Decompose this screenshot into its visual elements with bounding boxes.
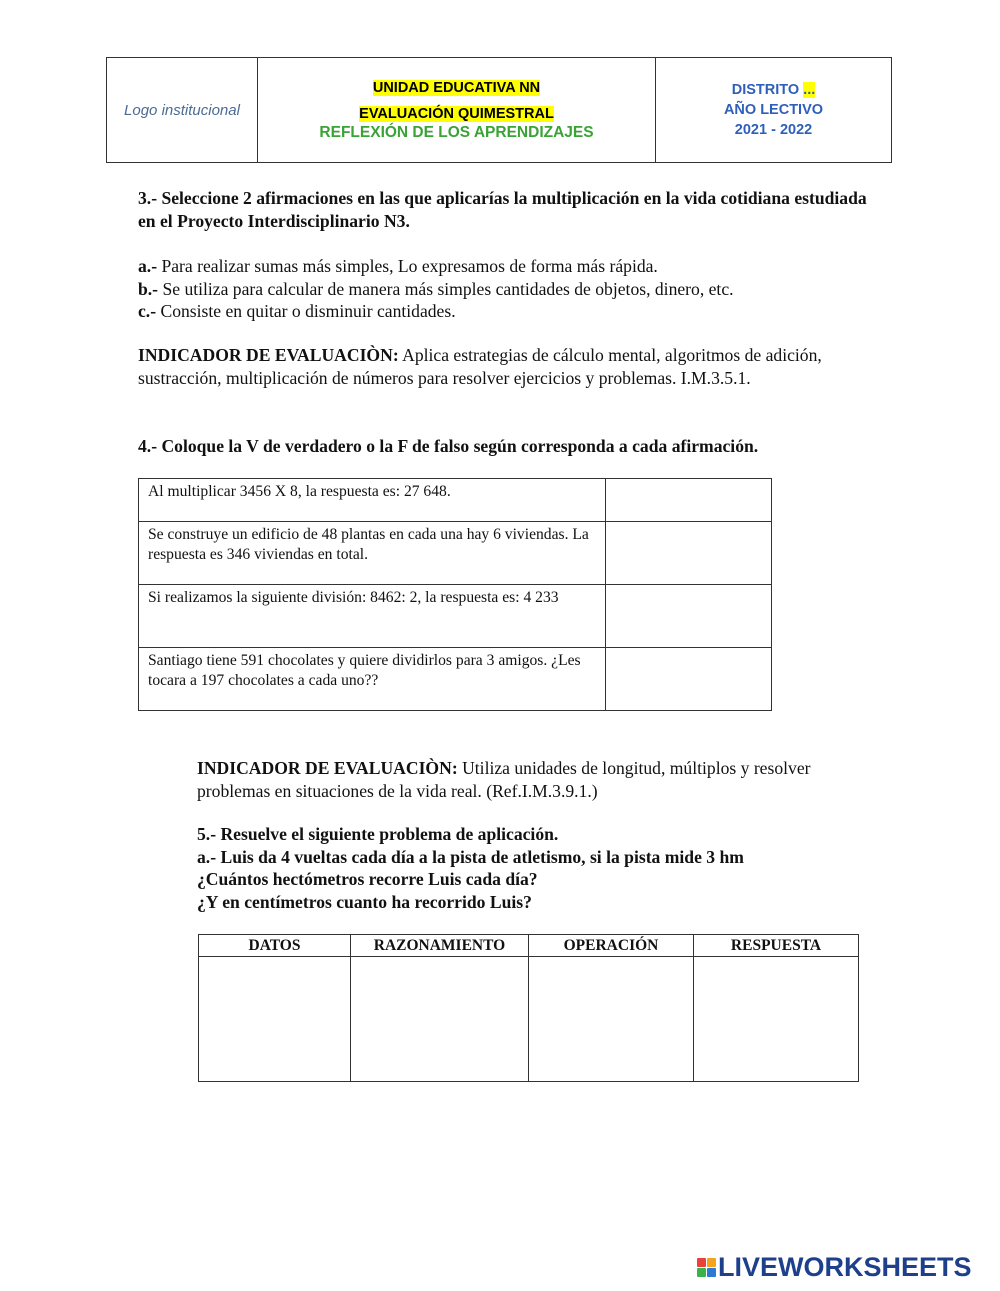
option-c[interactable] [138, 300, 898, 323]
table-row [139, 648, 772, 711]
indicator-1-text: Aplica estrategias de cálculo mental, algoritmos de adición, sustracción, multiplicación de números para resolver ejercicios y problemas. I.M.3.5.1. [138, 345, 822, 388]
question-5-line-2: ¿Cuántos hectómetros recorre Luis cada día? [197, 869, 538, 889]
year-label: AÑO LECTIVO [723, 102, 824, 118]
table-row [139, 479, 772, 522]
true-false-table [138, 478, 772, 711]
column-respuesta: RESPUESTA [694, 935, 859, 957]
indicator-2-text: Utiliza unidades de longitud, múltiplos y resolver problemas en situaciones de la vida real. (Ref.I.M.3.9.1.) [197, 758, 811, 801]
razonamiento-box[interactable] [351, 957, 529, 1082]
brand-block [707, 1268, 716, 1277]
school-name-wrap [373, 80, 540, 96]
column-operacion: OPERACIÓN [529, 935, 694, 957]
question-5-line-3: ¿Y en centímetros cuanto ha recorrido Luis? [197, 891, 532, 912]
school-name: UNIDAD EDUCATIVA NN [372, 80, 541, 96]
datos-box[interactable] [199, 957, 351, 1082]
evaluation-title: EVALUACIÓN QUIMESTRAL [359, 106, 554, 122]
question-4: 4.- Coloque la V de verdadero o la F de falso según corresponda a cada afirmación. [138, 436, 759, 456]
column-datos: DATOS [199, 935, 351, 957]
statement-2: Se construye un edificio de 48 plantas en cada una hay 6 viviendas. La respuesta es 346 viviendas en total. [139, 522, 606, 585]
document-header [106, 57, 892, 163]
indicator-2-label: INDICADOR DE EVALUACIÒN: [197, 758, 458, 778]
table-header-row [199, 935, 859, 957]
reflection-title: REFLEXIÓN DE LOS APRENDIZAJES [319, 124, 594, 141]
district-cell [656, 58, 891, 162]
district-label: DISTRITO [731, 82, 804, 98]
answer-box-1[interactable] [606, 479, 772, 522]
indicator-1-label: INDICADOR DE EVALUACIÒN: [138, 345, 399, 365]
brand-block [697, 1268, 706, 1277]
option-b-text: Se utiliza para calcular de manera más simples cantidades de objetos, dinero, etc. [158, 278, 734, 299]
option-b-letter: b.- [138, 278, 159, 299]
brand-block [707, 1258, 716, 1267]
table-row [139, 585, 772, 648]
indicator-1 [138, 344, 850, 389]
solution-table [198, 934, 859, 1082]
question-5-line-1: a.- Luis da 4 vueltas cada día a la pista de atletismo, si la pista mide 3 hm [197, 846, 744, 867]
logo-placeholder: Logo institucional [124, 101, 240, 119]
question-3-options [138, 255, 898, 323]
question-5 [197, 823, 897, 913]
option-c-text: Consiste en quitar o disminuir cantidades. [156, 301, 456, 321]
option-c-letter: c.- [138, 301, 157, 321]
column-razonamiento: RAZONAMIENTO [351, 935, 529, 957]
table-row [139, 522, 772, 585]
brand-name: LIVEWORKSHEETS [718, 1252, 972, 1282]
answer-box-3[interactable] [606, 585, 772, 648]
option-b[interactable] [138, 278, 898, 301]
year-value: 2021 - 2022 [734, 122, 813, 138]
indicator-2 [197, 757, 847, 802]
question-5-title: 5.- Resuelve el siguiente problema de aplicación. [197, 824, 559, 844]
option-a-text: Para realizar sumas más simples, Lo expresamos de forma más rápida. [157, 256, 658, 276]
brand-blocks-icon [697, 1258, 716, 1277]
statement-4: Santiago tiene 591 chocolates y quiere dividirlos para 3 amigos. ¿Les tocara a 197 chocolates a cada uno?? [139, 648, 606, 711]
evaluation-title-wrap [359, 106, 554, 122]
statement-3: Si realizamos la siguiente división: 8462: 2, la respuesta es: 4 233 [139, 585, 606, 648]
title-cell [258, 58, 656, 162]
statement-1: Al multiplicar 3456 X 8, la respuesta es: 27 648. [139, 479, 606, 522]
respuesta-box[interactable] [694, 957, 859, 1082]
liveworksheets-logo [697, 1252, 972, 1283]
option-a[interactable] [138, 255, 898, 278]
answer-box-2[interactable] [606, 522, 772, 585]
district-value: ... [803, 82, 816, 98]
district-line [732, 80, 816, 100]
option-a-letter: a.- [138, 256, 158, 276]
answer-box-4[interactable] [606, 648, 772, 711]
logo-cell [107, 58, 258, 162]
brand-block [697, 1258, 706, 1267]
question-3: 3.- Seleccione 2 afirmaciones en las que aplicarías la multiplicación en la vida cotidiana estudiada en el Proyecto Interdisciplinario N3. [138, 188, 867, 231]
operacion-box[interactable] [529, 957, 694, 1082]
table-row [199, 957, 859, 1082]
